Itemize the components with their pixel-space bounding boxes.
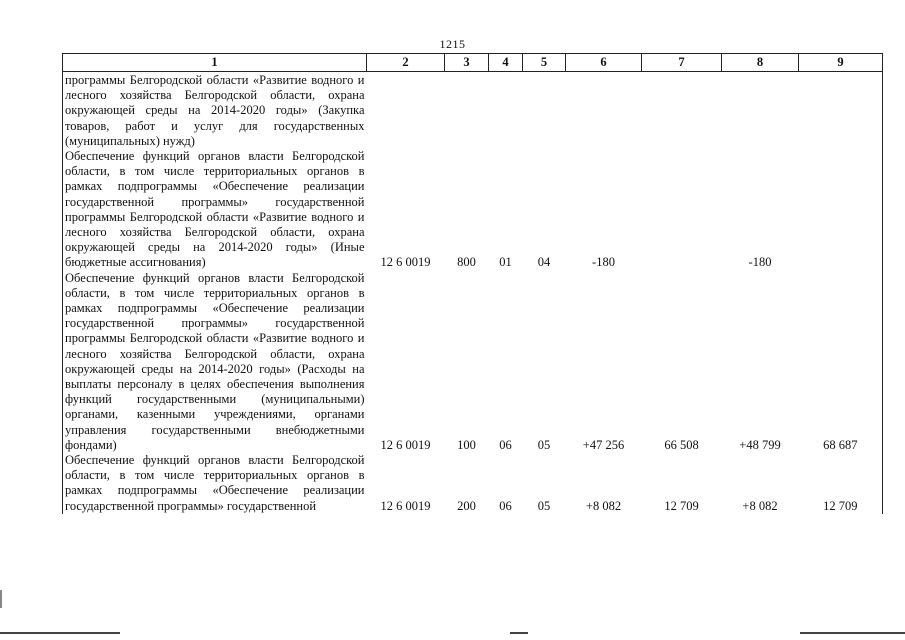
column-header: 4 (489, 54, 523, 72)
cell-vr: 200 (457, 498, 476, 513)
column-header: 9 (799, 54, 883, 72)
cell-col8 (722, 72, 799, 150)
cell-csr: 12 6 0019 (380, 498, 431, 513)
scan-edge-mark (800, 632, 905, 634)
column-header: 7 (642, 54, 722, 72)
cell-col6: -180 (592, 255, 615, 270)
cell-vr (445, 72, 489, 150)
row-description: программы Белгородской области «Развитие водного и лесного хозяйства Белгородской области, охрана окружающей среды на 2014-2020 годы» (Закупка товаров, работ и услуг для государственных (муниципальных) нужд) (63, 72, 367, 150)
budget-table (62, 53, 883, 514)
table-row (63, 149, 883, 271)
column-header: 2 (367, 54, 445, 72)
cell-col8: +8 082 (742, 498, 778, 513)
scan-edge-mark (510, 632, 528, 634)
cell-col8: -180 (748, 255, 772, 270)
cell-pr (523, 72, 566, 150)
table-header-row (63, 54, 883, 72)
row-description: Обеспечение функций органов власти Белгородской области, в том числе территориальных органов в рамках подпрограммы «Обеспечение реализации государственной программы» государственной программы Белгородской области «Развитие водного и лесного хозяйства Белгородской области, охрана окружающей среды на 2014-2020 годы» (Иные бюджетные ассигнования) (63, 149, 367, 271)
cell-pr: 04 (537, 255, 551, 270)
cell-csr: 12 6 0019 (380, 437, 431, 452)
cell-col7: 12 709 (664, 498, 699, 513)
column-header: 1 (63, 54, 367, 72)
cell-col8: +48 799 (739, 437, 781, 452)
cell-col9: 68 687 (799, 271, 883, 453)
cell-col7 (642, 72, 722, 150)
column-header: 8 (722, 54, 799, 72)
column-header: 5 (523, 54, 566, 72)
column-header: 3 (445, 54, 489, 72)
cell-col9 (799, 149, 883, 271)
cell-csr (367, 72, 445, 150)
row-description: Обеспечение функций органов власти Белгородской области, в том числе территориальных органов в рамках подпрограммы «Обеспечение реализации государственной программы» государственной программы Белгородской области «Развитие водного и лесного хозяйства Белгородской области, охрана окружающей среды на 2014-2020 годы» (Расходы на выплаты персоналу в целях обеспечения выполнения функций государственными (муниципальными) органами, казенными учреждениями, органами управления государственными внебюджетными фондами) (63, 271, 367, 453)
cell-col6: +47 256 (582, 437, 625, 452)
cell-rz: 06 (499, 498, 512, 513)
cell-col7 (642, 149, 722, 271)
row-description: Обеспечение функций органов власти Белгородской области, в том числе территориальных органов в рамках подпрограммы «Обеспечение реализации государственной программы» государственной (63, 453, 367, 514)
cell-pr: 05 (537, 498, 551, 513)
cell-col6: +8 082 (585, 498, 622, 513)
scan-edge-mark (0, 632, 120, 634)
cell-col9: 12 709 (799, 453, 883, 514)
cell-col9 (799, 72, 883, 150)
cell-rz (489, 72, 523, 150)
page-number: 1215 (439, 37, 466, 51)
cell-rz: 06 (499, 437, 512, 452)
table-row (63, 72, 883, 150)
cell-vr: 100 (457, 437, 476, 452)
cell-col7: 66 508 (664, 437, 699, 452)
cell-pr: 05 (537, 437, 551, 452)
cell-vr: 800 (457, 255, 476, 270)
cell-csr: 12 6 0019 (380, 255, 431, 270)
column-header: 6 (566, 54, 642, 72)
scan-margin-mark (0, 590, 2, 608)
table-row (63, 271, 883, 453)
table-row (63, 453, 883, 514)
cell-rz: 01 (499, 255, 512, 270)
cell-col6 (566, 72, 642, 150)
